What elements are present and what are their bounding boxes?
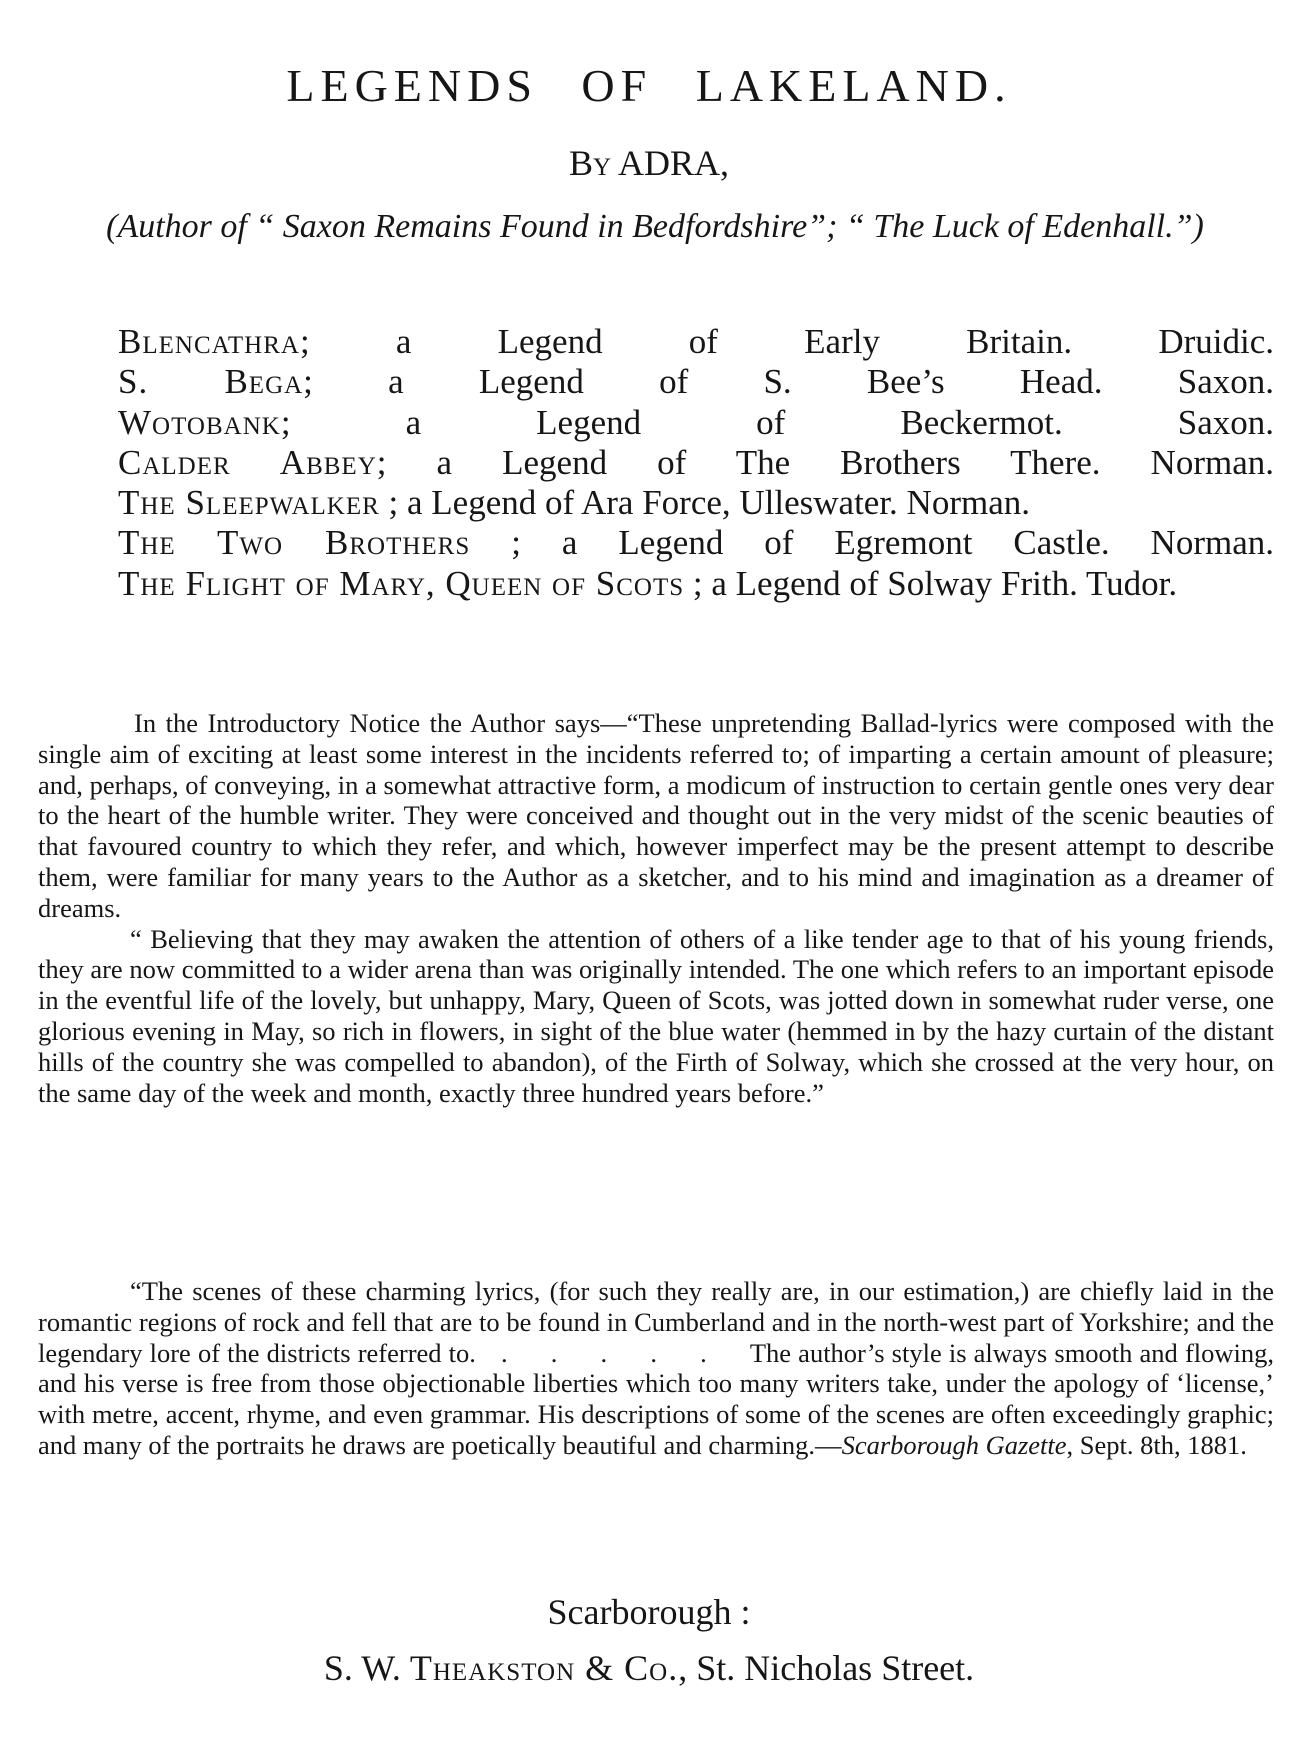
legend-title: The Sleepwalker <box>118 483 380 523</box>
press-review <box>38 1276 1274 1461</box>
legend-title: Blencathra <box>118 322 300 361</box>
notice-paragraph: “ Believing that they may awaken the attention of others of a like tender age to that of his young friends, they are now committed to a wider arena than was originally intended. The one which refers to an important episode in the eventful life of the lovely, but unhappy, Mary, Queen of Scots, was jotted down in somewhat ruder verse, one glorious evening in May, so rich in flowers, in sight of the blue water (hemmed in by the hazy curtain of the distant hills of the country she was compelled to abandon), of the Firth of Solway, which she crossed at the very hour, on the same day of the week and month, exactly three hundred years before.” <box>38 923 1274 1108</box>
legend-description: ; a Legend of Beckermot. Saxon. <box>280 402 1274 442</box>
book-title: LEGENDS OF LAKELAND. <box>286 60 1012 111</box>
publisher-address: , St. Nicholas Street. <box>678 1648 975 1688</box>
notice-paragraph: In the Introductory Notice the Author says—“These unpretending Ballad-lyrics were composed with the single aim of exciting at least some interest in the incidents referred to; of imparting a certain amount of pleasure; and, perhaps, of conveying, in a somewhat attractive form, a modicum of instruction to certain gentle ones very dear to the heart of the humble writer. They were conceived and thought out in the very midst of the scenic beauties of that favoured country to which they refer, and which, however imperfect may be the present attempt to describe them, were familiar for many years to the Author as a sketcher, and to his mind and imagination as a dreamer of dreams. <box>38 708 1274 923</box>
review-date: , Sept. 8th, 1881. <box>1066 1429 1247 1460</box>
review-source: Scarborough Gazette <box>841 1429 1067 1460</box>
legend-title: S. Bega <box>118 362 304 402</box>
contents-item <box>118 523 1274 563</box>
contents-item <box>118 443 1274 483</box>
legend-description: ; a Legend of Early Britain. Druidic. <box>299 322 1274 361</box>
review-text: “The scenes of these charming lyrics, (for such they really are, in our estimation,) are chiefly laid in the romantic regions of rock and fell that are to be found in Cumberland and in the north-west part of Yorkshire; and the legendary lore of the districts referred to. <box>38 1276 1274 1368</box>
legend-description: ; a Legend of Ara Force, Ulleswater. Norman. <box>379 483 1030 523</box>
contents-item <box>118 483 1274 523</box>
contents-item <box>118 564 1274 604</box>
legend-title: The Two Brothers <box>118 523 471 563</box>
legend-description: ; a Legend of Solway Frith. Tudor. <box>684 563 1178 603</box>
byline: By ADRA, <box>568 143 730 183</box>
contents-item <box>118 362 1274 402</box>
publisher-initials: S. W. <box>323 1648 401 1688</box>
legend-title: Wotobank <box>118 402 281 442</box>
legend-description: ; a Legend of Egremont Castle. Norman. <box>470 523 1274 563</box>
introductory-notice <box>38 708 1274 1108</box>
legend-title: Calder Abbey <box>118 442 377 482</box>
review-ellipsis: . . . . . <box>475 1337 750 1368</box>
imprint-place: Scarborough : <box>547 1592 751 1632</box>
contents-list <box>118 322 1274 604</box>
contents-item <box>118 322 1274 362</box>
legend-title: The Flight of Mary, Queen of Scots <box>118 563 685 603</box>
publisher-name: Theakston & Co. <box>409 1648 679 1688</box>
author-credits: (Author of “ Saxon Remains Found in Bedfordshire”; “ The Luck of Edenhall.”) <box>106 208 1204 245</box>
legend-description: ; a Legend of The Brothers There. Norman. <box>376 442 1274 482</box>
legend-description: ; a Legend of S. Bee’s Head. Saxon. <box>303 362 1274 402</box>
review-text-continued: The author’s style is always smooth and flowing, and his verse is free from those objectionable liberties which too many writers take, under the apology of ‘license,’ with metre, accent, rhyme, and even grammar. His descriptions of some of the scenes are often exceedingly graphic; and many of the portraits he draws are poetically beautiful and charming.— <box>38 1337 1275 1460</box>
contents-item <box>118 403 1274 443</box>
imprint-publisher <box>0 1644 1298 1692</box>
